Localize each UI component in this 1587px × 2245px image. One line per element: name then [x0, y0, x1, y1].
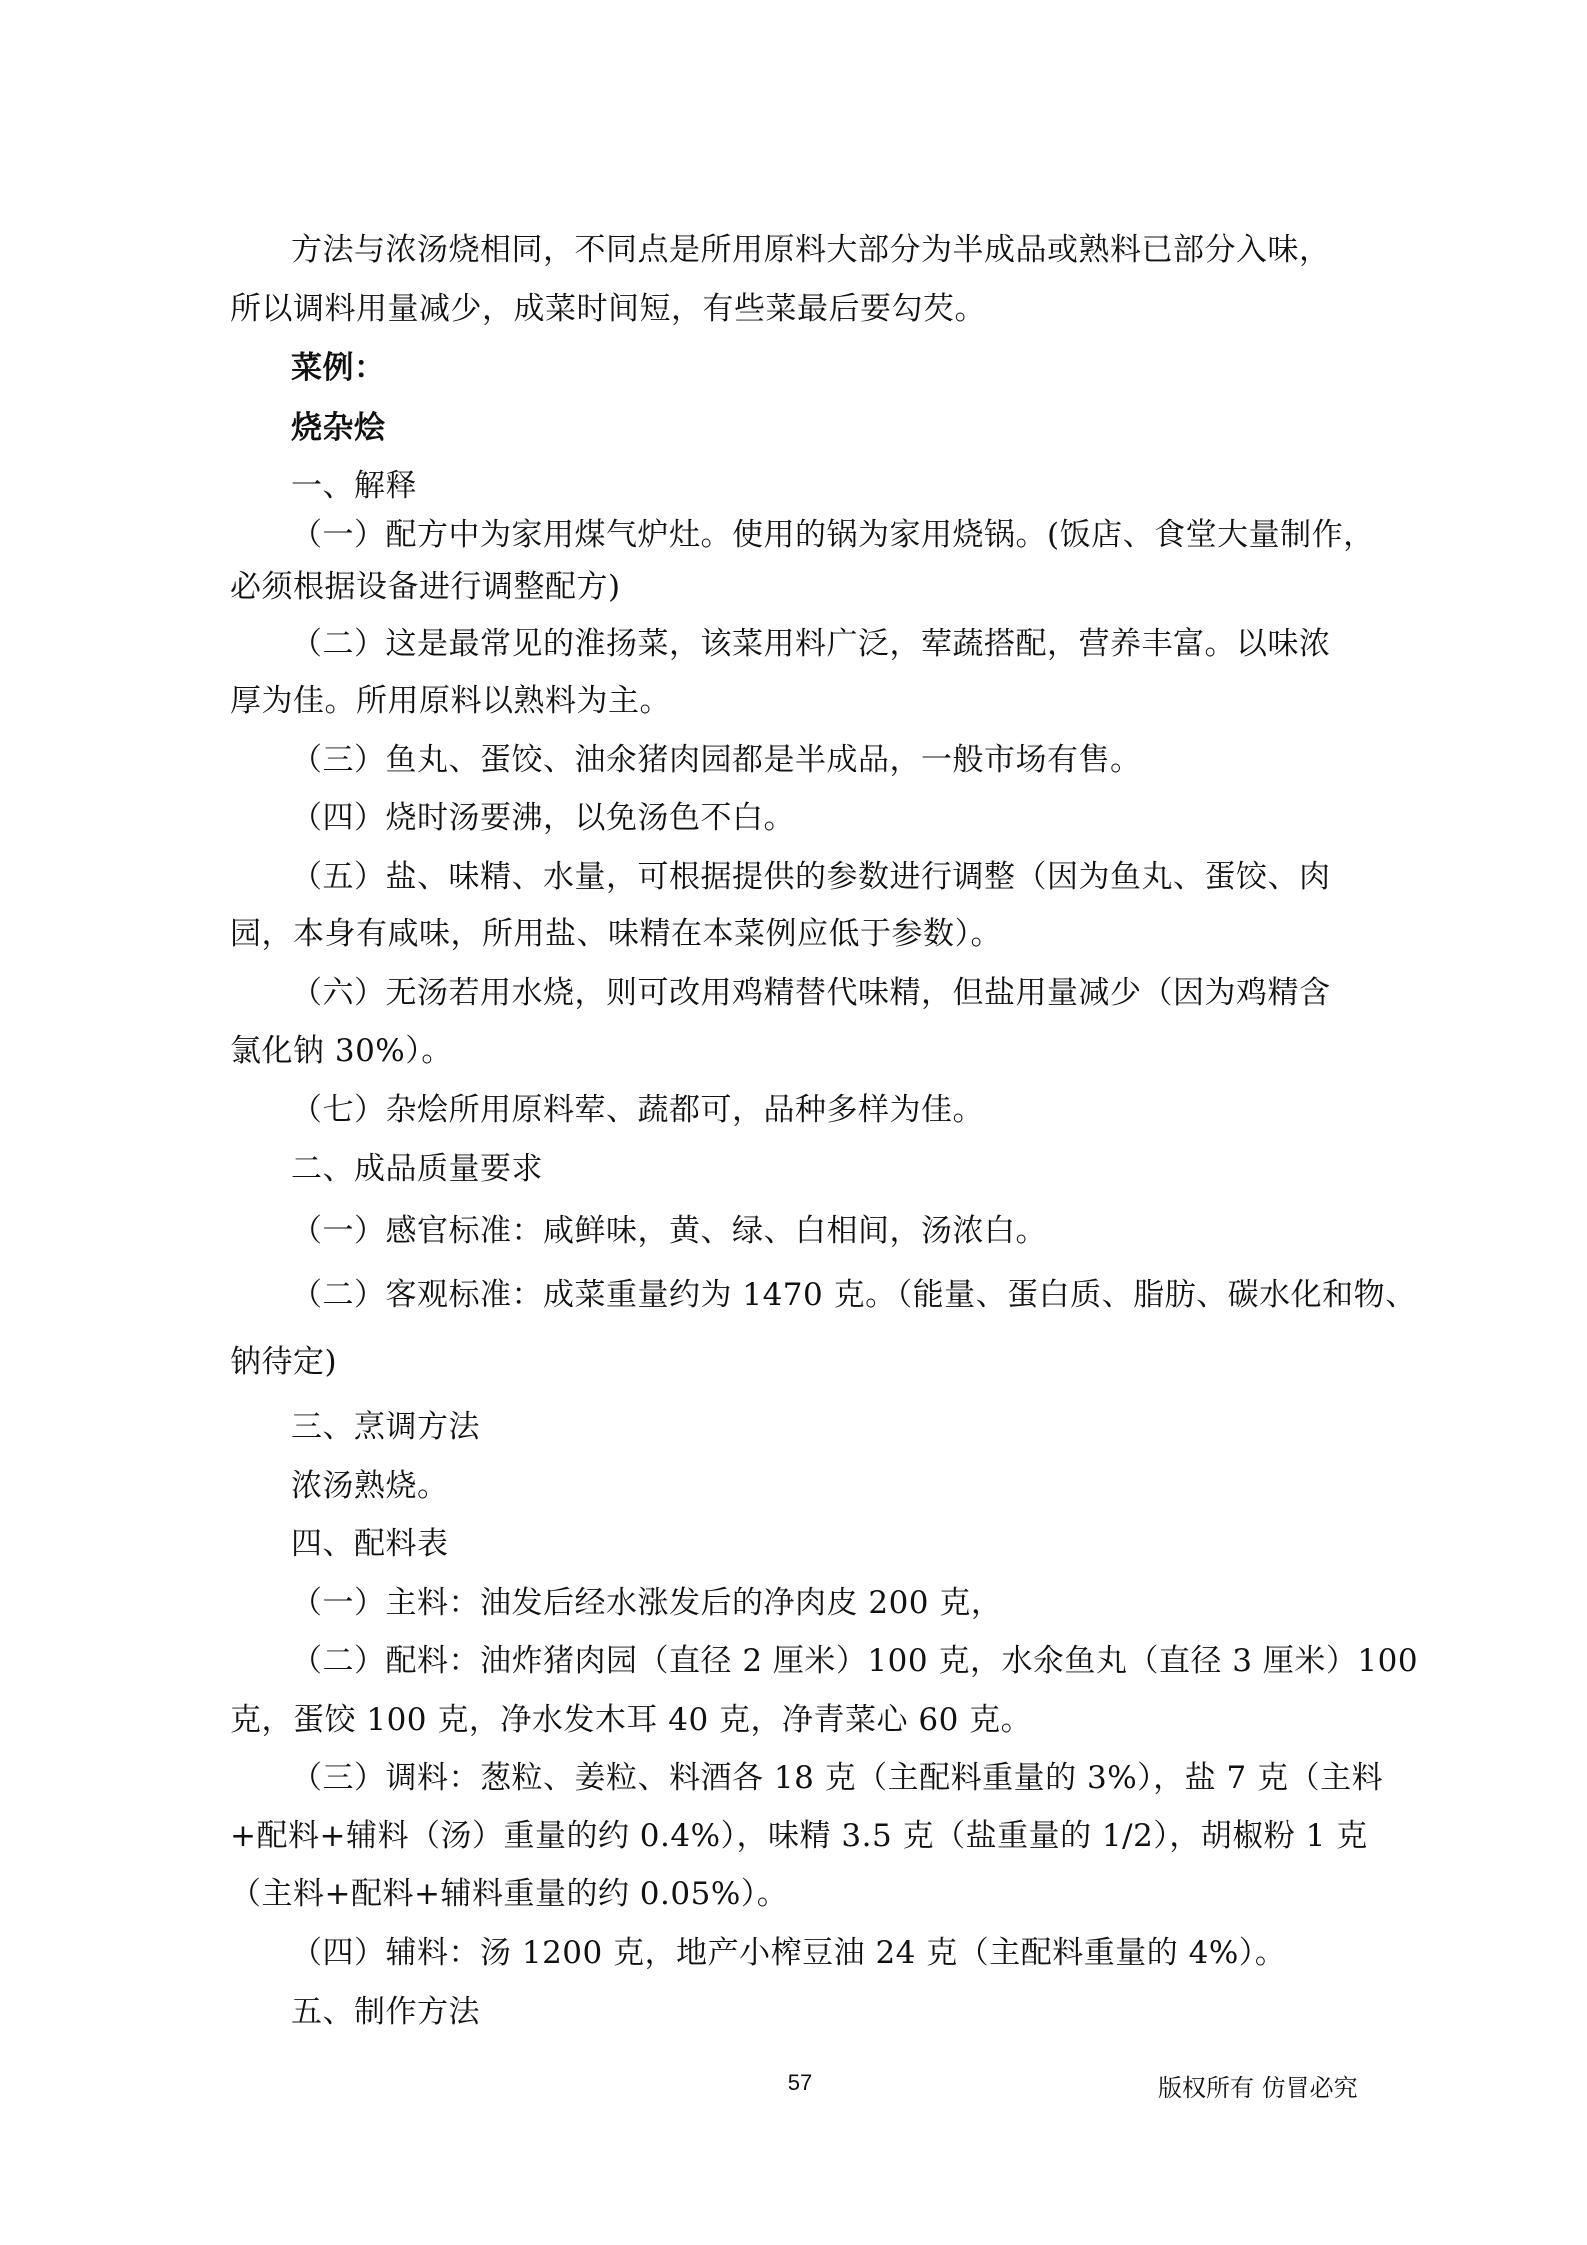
- paragraph-2-line-1: （二）这是最常见的淮扬菜，该菜用料广泛，荤蔬搭配，营养丰富。以味浓: [291, 626, 1331, 662]
- quality-line-1: （一）感官标准：咸鲜味，黄、绿、白相间，汤浓白。: [291, 1213, 1047, 1249]
- paragraph-1-line-1: （一）配方中为家用煤气炉灶。使用的锅为家用烧锅。(饭店、食堂大量制作，: [291, 517, 1375, 553]
- paragraph-5-line-2: 园，本身有咸味，所用盐、味精在本菜例应低于参数）。: [230, 916, 1002, 952]
- intro-line-2: 所以调料用量减少，成菜时间短，有些菜最后要勾芡。: [230, 291, 986, 327]
- ingredient-line-5: +配料+辅料（汤）重量的约 0.4%），味精 3.5 克（盐重量的 1/2），胡椒粉 1 克: [230, 1818, 1368, 1854]
- ingredient-line-2: （二）配料：油炸猪肉园（直径 2 厘米）100 克，水氽鱼丸（直径 3 厘米）100: [291, 1643, 1419, 1679]
- quality-line-2: （二）客观标准：成菜重量约为 1470 克。（能量、蛋白质、脂肪、碳水化和物、: [291, 1277, 1417, 1313]
- section-heading-4: 四、配料表: [291, 1526, 449, 1562]
- intro-line-1: 方法与浓汤烧相同，不同点是所用原料大部分为半成品或熟料已部分入味，: [291, 232, 1331, 268]
- section-heading-5: 五、制作方法: [291, 1994, 480, 2030]
- paragraph-6-line-1: （六）无汤若用水烧，则可改用鸡精替代味精，但盐用量减少（因为鸡精含: [291, 975, 1331, 1011]
- paragraph-2-line-2: 厚为佳。所用原料以熟料为主。: [230, 683, 671, 719]
- ingredient-line-6: （主料+配料+辅料重量的约 0.05%）。: [230, 1876, 789, 1912]
- method-text: 浓汤熟烧。: [291, 1468, 449, 1504]
- paragraph-6-line-2: 氯化钠 30%）。: [230, 1033, 453, 1069]
- paragraph-3: （三）鱼丸、蛋饺、油氽猪肉园都是半成品，一般市场有售。: [291, 742, 1142, 778]
- example-heading: 菜例：: [291, 350, 386, 386]
- copyright-notice: 版权所有 仿冒必究: [1158, 2074, 1358, 2102]
- quality-line-3: 钠待定): [230, 1344, 338, 1380]
- ingredient-line-7: （四）辅料：汤 1200 克，地产小榨豆油 24 克（主配料重量的 4%）。: [291, 1935, 1287, 1971]
- ingredient-line-3: 克，蛋饺 100 克，净水发木耳 40 克，净青菜心 60 克。: [230, 1702, 1033, 1738]
- section-heading-1: 一、解释: [291, 468, 417, 504]
- ingredient-line-1: （一）主料：油发后经水涨发后的净肉皮 200 克，: [291, 1585, 1003, 1621]
- dish-title: 烧杂烩: [291, 410, 386, 446]
- paragraph-1-line-2: 必须根据设备进行调整配方): [230, 569, 621, 605]
- paragraph-7: （七）杂烩所用原料荤、蔬都可，品种多样为佳。: [291, 1092, 984, 1128]
- paragraph-5-line-1: （五）盐、味精、水量，可根据提供的参数进行调整（因为鱼丸、蛋饺、肉: [291, 859, 1331, 895]
- section-heading-2: 二、成品质量要求: [291, 1151, 543, 1187]
- page-number: 57: [787, 2070, 813, 2095]
- ingredient-line-4: （三）调料：葱粒、姜粒、料酒各 18 克（主配料重量的 3%），盐 7 克（主料: [291, 1760, 1384, 1796]
- section-heading-3: 三、烹调方法: [291, 1409, 480, 1445]
- paragraph-4: （四）烧时汤要沸，以免汤色不白。: [291, 800, 795, 836]
